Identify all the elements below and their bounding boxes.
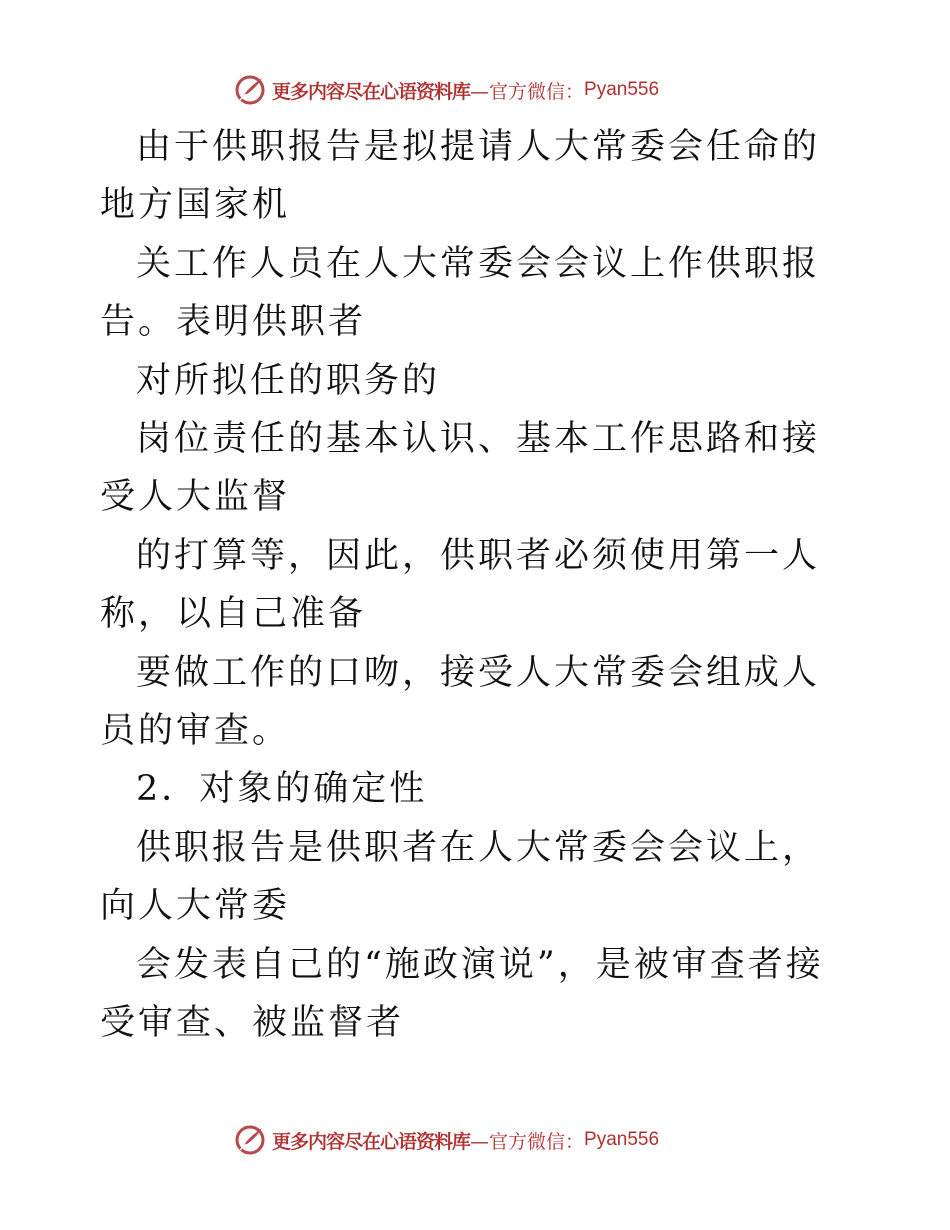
- document-body: [100, 118, 852, 1053]
- banner-main-text: 更多内容尽在心语资料库: [272, 80, 471, 103]
- feather-pen-circle-icon: [234, 1124, 266, 1156]
- banner-contact-id: Pyan556: [584, 1129, 660, 1150]
- paragraph: 会发表自己的“施政演说”，是被审查者接受审查、被监督者: [100, 944, 824, 1044]
- footer-banner: [234, 1122, 659, 1158]
- paragraph: 供职报告是供职者在人大常委会会议上，向人大常委: [100, 827, 821, 927]
- paragraph: 要做工作的口吻，接受人大常委会组成人员的审查。: [100, 652, 821, 752]
- header-banner: [234, 72, 659, 108]
- section-heading: 2．对象的确定性: [136, 769, 428, 810]
- banner-contact-id: Pyan556: [584, 79, 660, 100]
- paragraph: 关工作人员在人大常委会会议上作供职报告。表明供职者: [100, 243, 821, 343]
- paragraph: 岗位责任的基本认识、基本工作思路和接受人大监督: [100, 419, 821, 518]
- paragraph: 由于供职报告是拟提请人大常委会任命的地方国家机: [100, 127, 821, 226]
- paragraph: 对所拟任的职务的: [136, 360, 441, 401]
- banner-contact-label: —官方微信：: [470, 80, 585, 103]
- paragraph: 的打算等，因此，供职者必须使用第一人称，以自己准备: [100, 535, 821, 635]
- banner-main-text: 更多内容尽在心语资料库: [272, 1130, 471, 1153]
- banner-contact-label: —官方微信：: [470, 1130, 585, 1153]
- feather-pen-circle-icon: [234, 74, 266, 106]
